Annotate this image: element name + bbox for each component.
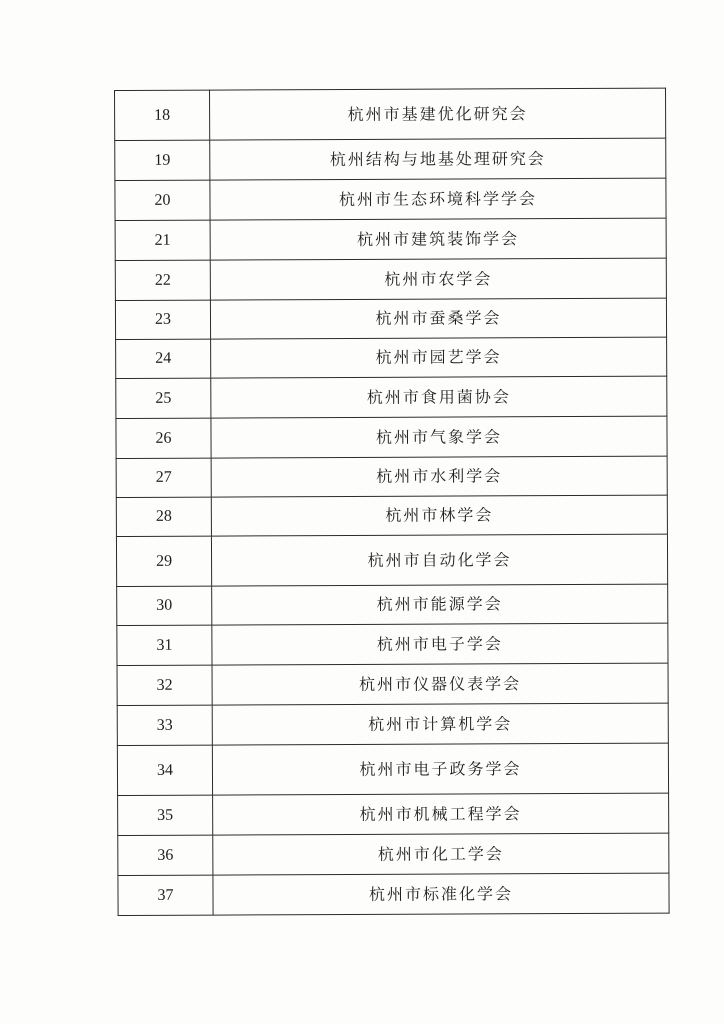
society-name: 杭州市电子学会 xyxy=(212,623,668,665)
row-number: 28 xyxy=(116,497,211,536)
row-number: 32 xyxy=(117,665,212,705)
society-name: 杭州市电子政务学会 xyxy=(212,743,668,795)
society-name: 杭州市建筑装饰学会 xyxy=(210,218,666,260)
table-row xyxy=(117,743,668,795)
row-number: 25 xyxy=(116,378,211,418)
table-row xyxy=(116,416,667,458)
row-number: 30 xyxy=(117,586,212,625)
society-list-table xyxy=(114,88,670,916)
table-row xyxy=(115,298,666,339)
society-name: 杭州市水利学会 xyxy=(211,456,667,497)
society-name: 杭州市生态环境科学学会 xyxy=(210,178,666,220)
table-row xyxy=(117,584,668,625)
society-name: 杭州市蚕桑学会 xyxy=(210,298,666,339)
society-name: 杭州市园艺学会 xyxy=(211,337,667,378)
society-name: 杭州市基建优化研究会 xyxy=(210,88,666,140)
table-row xyxy=(115,88,666,140)
row-number: 29 xyxy=(116,536,211,586)
society-name: 杭州市仪器仪表学会 xyxy=(212,663,668,705)
table-row xyxy=(116,534,667,586)
table-row xyxy=(115,218,666,260)
society-name: 杭州市食用菌协会 xyxy=(211,376,667,418)
table-row xyxy=(117,663,668,705)
society-name: 杭州市农学会 xyxy=(210,258,666,300)
row-number: 34 xyxy=(117,745,212,795)
row-number: 19 xyxy=(115,140,210,180)
table-row xyxy=(118,833,669,875)
society-name: 杭州市标准化学会 xyxy=(213,873,669,915)
row-number: 33 xyxy=(117,705,212,745)
row-number: 20 xyxy=(115,180,210,220)
table-row xyxy=(115,258,666,300)
society-name: 杭州市气象学会 xyxy=(211,416,667,458)
row-number: 24 xyxy=(116,339,211,378)
table-row xyxy=(118,793,669,835)
table-row xyxy=(118,873,669,915)
row-number: 18 xyxy=(115,90,210,140)
society-name: 杭州市能源学会 xyxy=(212,584,668,625)
table-row xyxy=(116,456,667,497)
table-row xyxy=(116,376,667,418)
table-row xyxy=(115,178,666,220)
society-name: 杭州市化工学会 xyxy=(213,833,669,875)
row-number: 37 xyxy=(118,875,213,915)
society-name: 杭州市林学会 xyxy=(211,495,667,536)
table-row xyxy=(116,495,667,536)
row-number: 23 xyxy=(115,300,210,339)
society-name: 杭州市机械工程学会 xyxy=(213,793,669,835)
row-number: 21 xyxy=(115,220,210,260)
society-name: 杭州市自动化学会 xyxy=(211,534,667,586)
society-name: 杭州市计算机学会 xyxy=(212,703,668,745)
row-number: 36 xyxy=(118,835,213,875)
row-number: 35 xyxy=(118,795,213,835)
table-row xyxy=(116,337,667,378)
table-row xyxy=(117,623,668,665)
table-row xyxy=(117,703,668,745)
row-number: 26 xyxy=(116,418,211,458)
row-number: 27 xyxy=(116,458,211,497)
society-name: 杭州结构与地基处理研究会 xyxy=(210,138,666,180)
row-number: 31 xyxy=(117,625,212,665)
table-row xyxy=(115,138,666,180)
row-number: 22 xyxy=(115,260,210,300)
